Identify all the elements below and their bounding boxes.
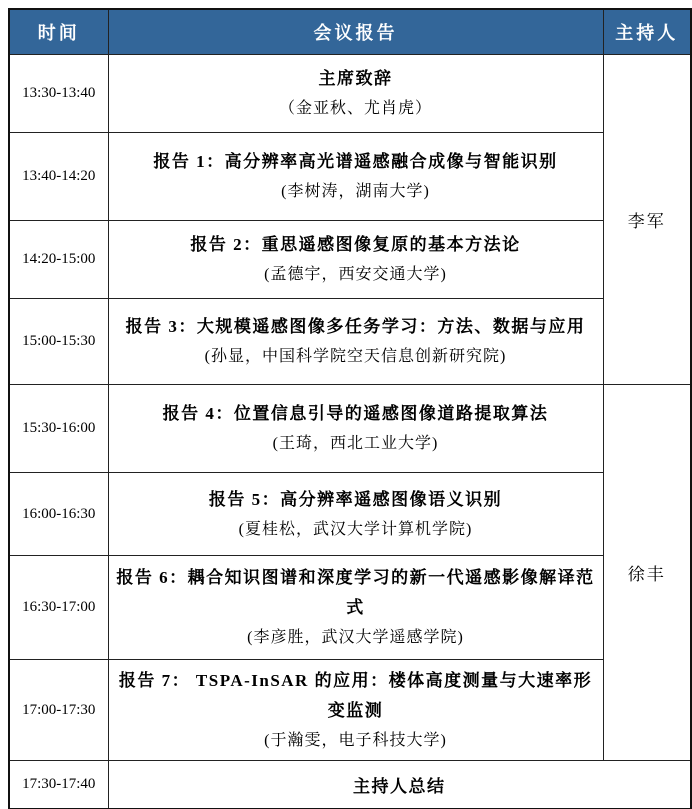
table-row (9, 473, 691, 556)
report-presenter: （金亚秋、尤肖虎） (278, 100, 432, 117)
report-title: 报告 3：大规模遥感图像多任务学习：方法、数据与应用 (125, 317, 586, 336)
report-cell (108, 55, 603, 133)
table-row (9, 133, 691, 221)
time-cell: 16:30-17:00 (9, 556, 108, 660)
table-row (9, 221, 691, 299)
report-cell (108, 299, 603, 385)
report-presenter: (王琦，西北工业大学) (272, 435, 439, 452)
report-presenter: (孙显，中国科学院空天信息创新研究院) (204, 348, 507, 365)
report-presenter: (李彦胜，武汉大学遥感学院) (247, 629, 464, 646)
time-cell: 15:30-16:00 (9, 385, 108, 473)
column-header-report: 会议报告 (108, 9, 603, 55)
time-cell: 17:00-17:30 (9, 660, 108, 761)
schedule-table (8, 8, 692, 809)
report-cell (108, 473, 603, 556)
report-title: 报告 4：位置信息引导的遥感图像道路提取算法 (162, 404, 549, 423)
report-cell (108, 660, 603, 761)
report-cell (108, 133, 603, 221)
time-cell: 13:30-13:40 (9, 55, 108, 133)
report-cell (108, 556, 603, 660)
table-header-row (9, 9, 691, 55)
table-row (9, 761, 691, 809)
time-cell: 16:00-16:30 (9, 473, 108, 556)
report-cell (108, 221, 603, 299)
time-cell: 13:40-14:20 (9, 133, 108, 221)
table-row (9, 55, 691, 133)
moderator-cell: 徐丰 (603, 385, 691, 761)
report-cell (108, 385, 603, 473)
moderator-cell: 李军 (603, 55, 691, 385)
time-cell: 14:20-15:00 (9, 221, 108, 299)
report-presenter: (孟德宇，西安交通大学) (264, 266, 447, 283)
report-presenter: (于瀚雯，电子科技大学) (264, 731, 447, 749)
report-title: 报告 7： TSPA-InSAR 的应用：楼体高度测量与大速率形变监测 (118, 670, 593, 720)
report-title: 报告 2：重思遥感图像复原的基本方法论 (190, 235, 521, 254)
time-cell: 15:00-15:30 (9, 299, 108, 385)
table-row (9, 299, 691, 385)
report-title: 报告 6：耦合知识图谱和深度学习的新一代遥感影像解译范式 (116, 568, 595, 617)
table-row (9, 556, 691, 660)
table-row (9, 660, 691, 761)
time-cell: 17:30-17:40 (9, 761, 108, 809)
report-title: 主席致辞 (318, 69, 393, 88)
report-presenter: (李树涛，湖南大学) (281, 183, 430, 200)
report-presenter: (夏桂松，武汉大学计算机学院) (238, 520, 473, 538)
table-row (9, 385, 691, 473)
summary-cell: 主持人总结 (108, 761, 691, 809)
report-title: 报告 5：高分辨率遥感图像语义识别 (208, 489, 503, 509)
column-header-moderator: 主持人 (603, 9, 691, 55)
report-title: 报告 1：高分辨率高光谱遥感融合成像与智能识别 (153, 152, 558, 171)
column-header-time: 时间 (9, 9, 108, 55)
